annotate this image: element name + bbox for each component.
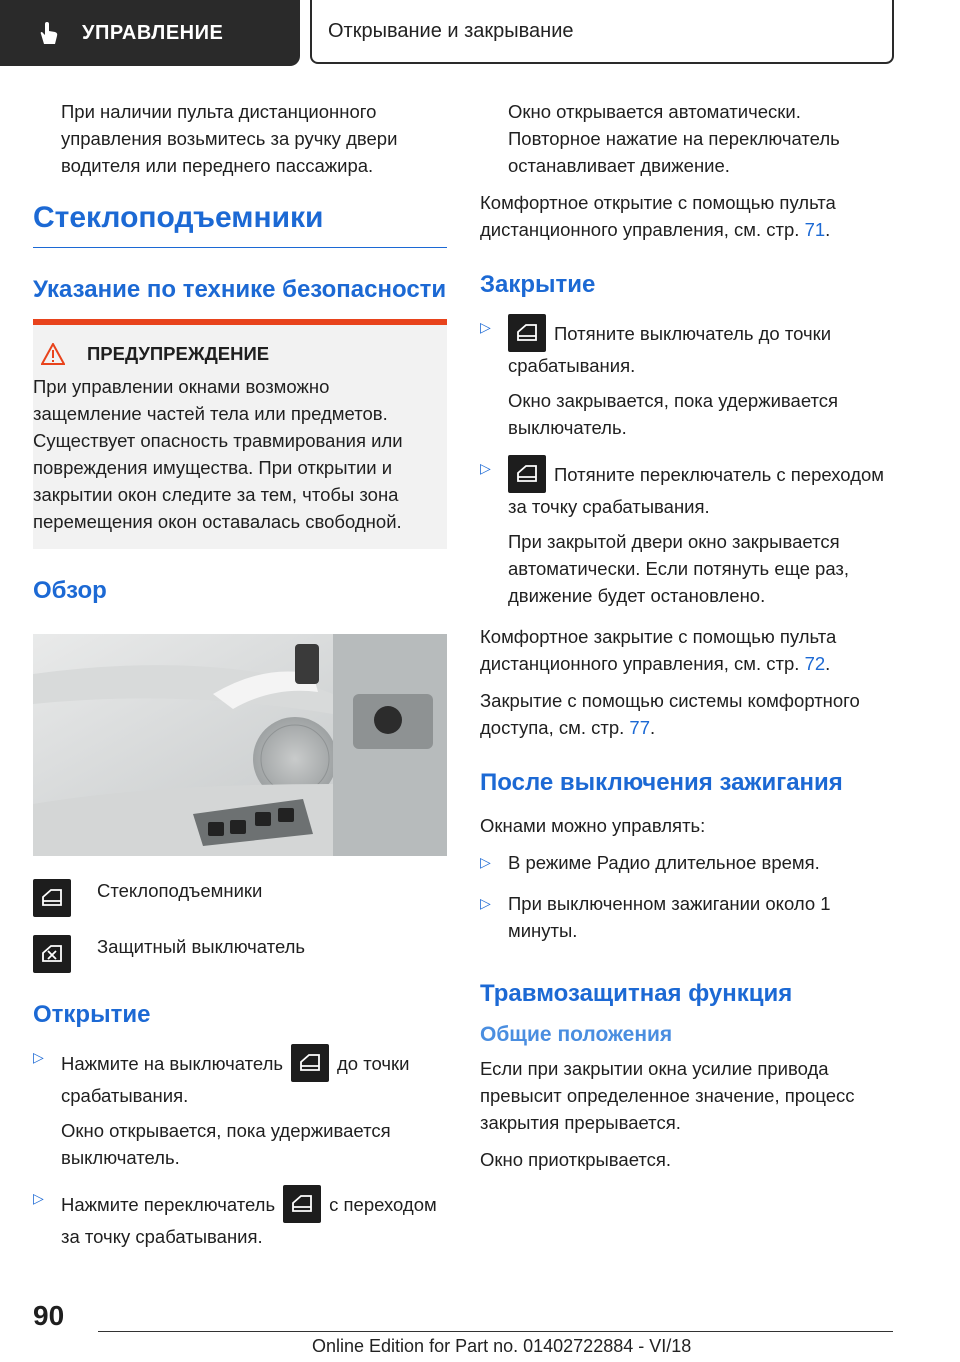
heading-general: Общие положения xyxy=(480,1023,673,1046)
heading-overview: Обзор xyxy=(33,577,107,604)
list-item: ▷ При выключенном зажигании около 1 минуты. xyxy=(480,890,896,952)
intro-paragraph: При наличии пульта дистанционного управления возьмитесь за ручку двери водителя или переднего пассажира. xyxy=(61,101,398,176)
bullet-triangle-icon: ▷ xyxy=(33,1190,44,1206)
bullet-triangle-icon: ▷ xyxy=(480,895,491,911)
list-item: ▷ В режиме Радио длительное время. xyxy=(480,849,896,884)
comfort-open-paragraph: Комфортное открытие с помощью пульта дистанционного управления, см. стр. 71. xyxy=(480,192,836,240)
pinch-paragraph: Если при закрытии окна усилие привода превысит определенное значение, процесс закрытия прерывается. xyxy=(480,1058,855,1133)
heading-after-ignition: После выключения зажигания xyxy=(480,769,843,796)
section-title: УПРАВЛЕНИЕ xyxy=(82,21,224,44)
comfort-close-paragraph: Комфортное закрытие с помощью пульта дистанционного управления, см. стр. 72. xyxy=(480,626,837,674)
window-switch-icon xyxy=(291,1044,329,1082)
heading-opening: Открытие xyxy=(33,1001,151,1028)
page-link[interactable]: 72 xyxy=(804,653,826,674)
legend-label: Стеклоподъемники xyxy=(97,880,263,901)
warning-box xyxy=(33,319,447,549)
window-switch-icon xyxy=(508,314,546,352)
list-item: ▷ Нажмите на выключатель до точки срабатывания. Окно открывается, пока удерживается выключатель. xyxy=(33,1044,447,1179)
heading-closing: Закрытие xyxy=(480,271,596,298)
left-column xyxy=(33,98,447,1264)
bullet-note: Окно открывается, пока удерживается выключатель. xyxy=(61,1120,391,1168)
warning-title: ПРЕДУПРЕЖДЕНИЕ xyxy=(87,343,270,364)
legend-item-safety-switch xyxy=(33,935,447,973)
window-switch-icon xyxy=(33,879,71,917)
page-link[interactable]: 77 xyxy=(629,717,650,738)
window-switch-icon xyxy=(283,1185,321,1223)
comfort-access-paragraph: Закрытие с помощью системы комфортного доступа, см. стр. 77. xyxy=(480,690,860,738)
list-item: ▷ Потяните переключатель с переходом за точку срабатывания. При закрытой двери окно закрывается автоматически. Если потянуть еще раз, движение будет остановлено. xyxy=(480,455,896,617)
heading-window-lifters: Стеклоподъемники xyxy=(33,201,447,248)
page-link[interactable]: 71 xyxy=(804,219,826,240)
footer-edition: Online Edition for Part no. 01402722884 - VI/18 xyxy=(312,1336,692,1356)
heading-pinch-protection: Травмозащитная функция xyxy=(480,980,793,1007)
chapter-tab xyxy=(310,0,894,64)
legend-label: Защитный выключатель xyxy=(97,936,306,957)
section-tab xyxy=(0,0,300,66)
warning-text: При управлении окнами возможно защемление частей тела или предметов. Существует опасность травмирования или повреждения имущества. При открытии и закрытии окон следите за тем, чтобы зона перемещения окон оставалась свободной. xyxy=(33,376,403,532)
bullet-note: При закрытой двери окно закрывается автоматически. Если потянуть еще раз, движение будет остановлено. xyxy=(508,531,850,606)
hand-pointer-icon xyxy=(36,20,62,46)
ignition-intro: Окнами можно управлять: xyxy=(480,815,706,836)
safety-switch-icon xyxy=(33,935,71,973)
bullet-note: Окно закрывается, пока удерживается выключатель. xyxy=(508,390,839,438)
right-column xyxy=(480,98,896,1183)
list-item: ▷ Потяните выключатель до точки срабатывания. Окно закрывается, пока удерживается выключатель. xyxy=(480,314,896,449)
list-item: ▷ Нажмите переключатель с переходом за точку срабатывания. xyxy=(33,1185,447,1258)
footer-divider xyxy=(98,1331,893,1332)
chapter-title: Открывание и закрывание xyxy=(328,19,574,42)
legend-item-window-switch xyxy=(33,879,447,917)
window-switch-icon xyxy=(508,455,546,493)
pinch-paragraph-2: Окно приоткрывается. xyxy=(480,1149,672,1170)
door-panel-photo xyxy=(33,634,447,856)
warning-triangle-icon xyxy=(41,343,65,365)
bullet-triangle-icon: ▷ xyxy=(480,460,491,476)
auto-open-paragraph: Окно открывается автоматически. Повторное нажатие на переключатель останавливает движение. xyxy=(508,101,840,176)
bullet-triangle-icon: ▷ xyxy=(480,854,491,870)
page-number: 90 xyxy=(33,1300,65,1331)
bullet-triangle-icon: ▷ xyxy=(33,1049,44,1065)
heading-safety: Указание по технике безопасности xyxy=(33,276,447,303)
bullet-triangle-icon: ▷ xyxy=(480,319,491,335)
